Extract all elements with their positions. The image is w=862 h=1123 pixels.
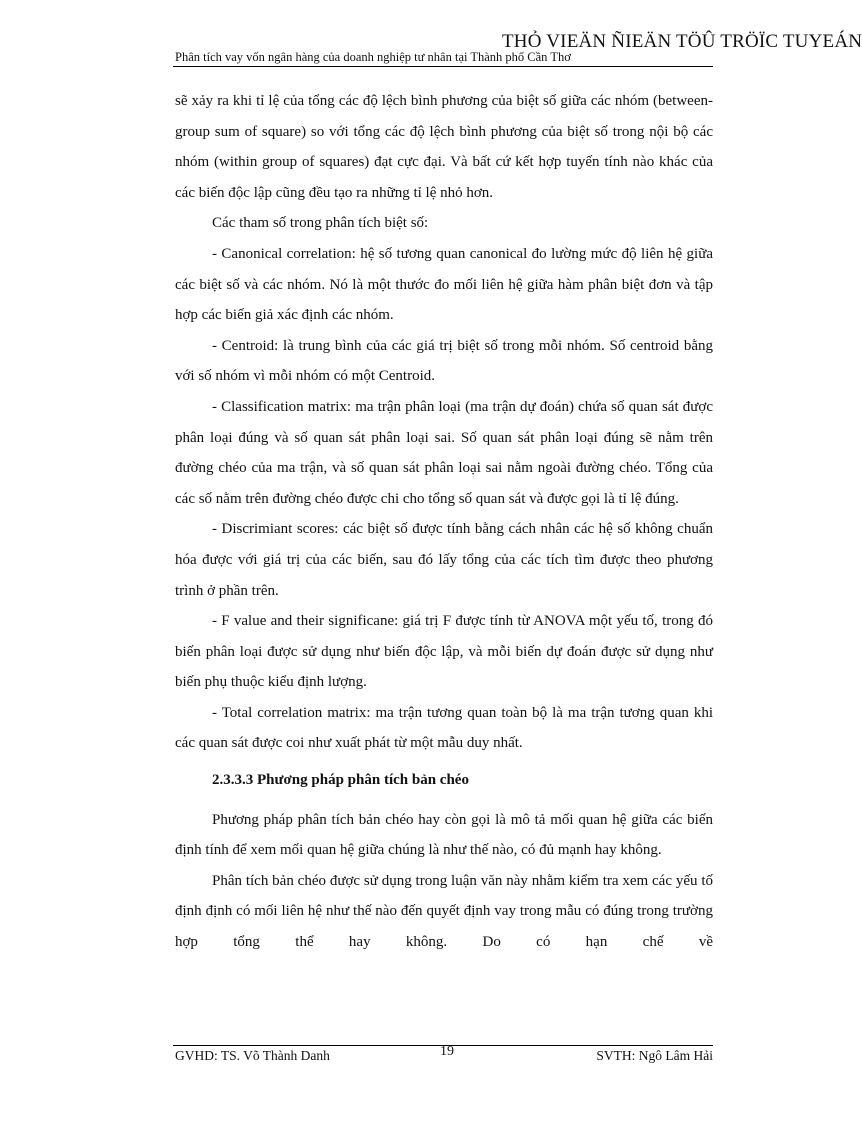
page-footer xyxy=(175,1044,713,1065)
body-paragraph-5: - Classification matrix: ma trận phân loại (ma trận dự đoán) chứa số quan sát được phân loại đúng và số quan sát phân loại sai. Số quan sát phân loại đúng sẽ nằm trên đường chéo của ma trận, và số quan sát phân loại sai nằm ngoài đường chéo. Tổng của các số nằm trên đường chéo được chi cho tổng số quan sát và được gọi là tỉ lệ đúng. xyxy=(175,398,713,507)
footer-student: SVTH: Ngô Lâm Hải xyxy=(596,1048,713,1063)
footer-advisor: GVHD: TS. Võ Thành Danh xyxy=(175,1048,330,1063)
section-heading: 2.3.3.3 Phương pháp phân tích bản chéo xyxy=(212,772,469,789)
body-paragraph-2: Các tham số trong phân tích biệt số: xyxy=(212,215,429,232)
body-paragraph-7: - F value and their significane: giá trị F được tính từ ANOVA một yếu tố, trong đó biến phân loại được sử dụng như biến độc lập, và mỗi biến dự đoán được sử dụng như biến phụ thuộc kiểu định lượng. xyxy=(175,613,713,691)
document-body xyxy=(175,86,713,958)
body-paragraph-4: - Centroid: là trung bình của các giá trị biệt số trong mỗi nhóm. Số centroid bằng với số nhóm vì mỗi nhóm có một Centroid. xyxy=(175,337,713,385)
page-number: 19 xyxy=(440,1044,454,1059)
library-watermark: THỎ VIEÄN ÑIEÄN TÖÛ TRÖÏC TUYEÁN xyxy=(502,31,862,52)
body-paragraph-1: sẽ xảy ra khi tỉ lệ của tổng các độ lệch bình phương của biệt số giữa các nhóm (between-group sum of square) so với tổng các độ lệch bình phương của biệt số trong nội bộ các nhóm (within group of squares) đạt cực đại. Và bất cứ kết hợp tuyến tính nào khác của các biến độc lập cũng đều tạo ra những tỉ lệ nhỏ hơn. xyxy=(175,93,713,201)
body-paragraph-6: - Discrimiant scores: các biệt số được tính bằng cách nhân các hệ số không chuẩn hóa được với giá trị của các biến, sau đó lấy tổng của các tích tìm được theo phương trình ở phần trên. xyxy=(175,521,713,599)
body-paragraph-3: - Canonical correlation: hệ số tương quan canonical đo lường mức độ liên hệ giữa các biệt số và các nhóm. Nó là một thước đo mối liên hệ giữa hàm phân biệt đơn và tập hợp các biến giả xác định các nhóm. xyxy=(175,245,713,324)
section-paragraph-1: Phương pháp phân tích bản chéo hay còn gọi là mô tả mối quan hệ giữa các biến định tính để xem mối quan hệ giữa chúng là như thế nào, có đủ mạnh hay không. xyxy=(175,811,713,859)
section-paragraph-2: Phân tích bản chéo được sử dụng trong luận văn này nhằm kiểm tra xem các yếu tố định định có mối liên hệ như thế nào đến quyết định vay trong mẫu có đúng trong trường hợp tổng thể hay không. Do có hạn chế về xyxy=(175,872,713,951)
page-header-title: Phân tích vay vốn ngân hàng của doanh nghiệp tư nhân tại Thành phố Cần Thơ xyxy=(175,50,571,64)
header-divider xyxy=(173,66,713,67)
body-paragraph-8: - Total correlation matrix: ma trận tương quan toàn bộ là ma trận tương quan khi các quan sát được coi như xuất phát từ một mẫu duy nhất. xyxy=(175,704,713,752)
